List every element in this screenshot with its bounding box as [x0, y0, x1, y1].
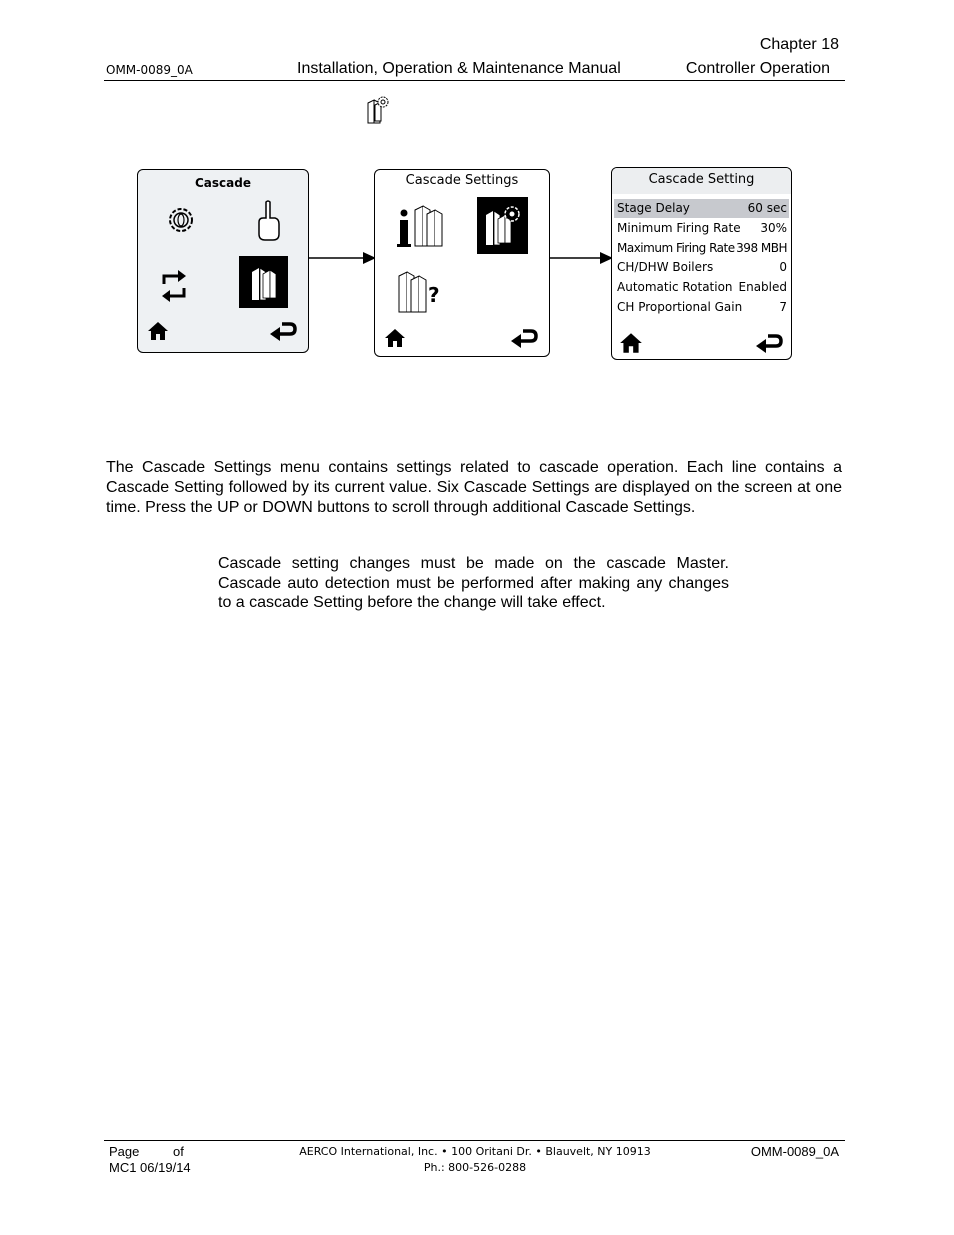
setting-label: CH Proportional Gain [617, 300, 743, 314]
setting-row[interactable] [614, 258, 789, 277]
header-doc-code: OMM-0089_0A [106, 63, 193, 77]
setting-row-selected[interactable] [614, 199, 789, 218]
cascade-menu-item-selected[interactable] [239, 256, 288, 308]
home-icon[interactable] [146, 320, 170, 342]
revision-label: MC1 06/19/14 [109, 1160, 191, 1175]
cascade-settings-menu-screen [374, 169, 550, 357]
flow-arrow [550, 250, 614, 266]
company-address: AERCO International, Inc. • 100 Oritani Dr. • Blauvelt, NY 10913 [299, 1145, 651, 1158]
setting-label: Automatic Rotation [617, 280, 733, 294]
company-phone: Ph.: 800-526-0288 [423, 1161, 527, 1174]
setting-label: CH/DHW Boilers [617, 260, 714, 274]
svg-text:?: ? [428, 283, 440, 307]
of-label: of [173, 1144, 184, 1159]
manual-title: Installation, Operation & Maintenance Manual [297, 60, 621, 77]
cascade-menu-screen [137, 169, 309, 353]
cascade-settings-icon [365, 93, 391, 125]
setting-value: Enabled [738, 280, 787, 294]
gear-icon[interactable] [166, 198, 196, 242]
setting-value: 0 [779, 260, 787, 274]
flow-arrow [309, 250, 377, 266]
cascade-settings-icon [483, 203, 523, 249]
back-arrow-icon[interactable] [509, 327, 539, 351]
note-paragraph: Cascade setting changes must be made on the cascade Master. Cascade auto detection must be performed after making any changes to a cascade Setting before the change will take effect. [218, 555, 729, 611]
cascade-settings-item-selected[interactable] [477, 197, 528, 254]
header-rule [104, 80, 845, 81]
screen-title: Cascade [195, 176, 251, 190]
cascade-setting-list-screen [611, 167, 792, 360]
footer-doc-code: OMM-0089_0A [750, 1144, 839, 1159]
setting-value: 398 MBH [736, 241, 787, 255]
setting-value: 7 [779, 300, 787, 314]
setting-label: Minimum Firing Rate [617, 221, 741, 235]
setting-row[interactable] [614, 298, 789, 317]
hand-icon[interactable] [255, 198, 283, 244]
section-title: Controller Operation [685, 60, 830, 77]
footer-rule [104, 1140, 845, 1141]
back-arrow-icon[interactable] [268, 320, 298, 344]
setting-value: 30% [760, 221, 787, 235]
body-paragraph: The Cascade Settings menu contains settings related to cascade operation. Each line contains a Cascade Setting followed by its current value. Six Cascade Settings are displayed on the screen at one time. Press the UP or DOWN buttons to scroll through additional Cascade Settings. [106, 459, 842, 516]
home-icon[interactable] [383, 327, 407, 349]
back-arrow-icon[interactable] [754, 332, 784, 356]
screen-title: Cascade Settings [405, 173, 519, 188]
info-boilers-icon[interactable] [395, 200, 447, 250]
setting-label: Maximum Firing Rate [617, 241, 735, 255]
screen-title: Cascade Setting [648, 172, 755, 187]
setting-row[interactable] [614, 278, 789, 297]
page-label: Page [109, 1144, 140, 1159]
setting-label: Stage Delay [617, 201, 690, 215]
chapter-label: Chapter 18 [759, 36, 839, 53]
cascade-boilers-icon [249, 264, 279, 302]
setting-row[interactable] [614, 219, 789, 238]
setting-row[interactable] [614, 239, 789, 258]
rotate-arrows-icon[interactable] [158, 268, 190, 304]
setting-value: 60 sec [747, 201, 787, 215]
boilers-question-icon[interactable] [397, 264, 445, 316]
home-icon[interactable] [618, 331, 644, 355]
